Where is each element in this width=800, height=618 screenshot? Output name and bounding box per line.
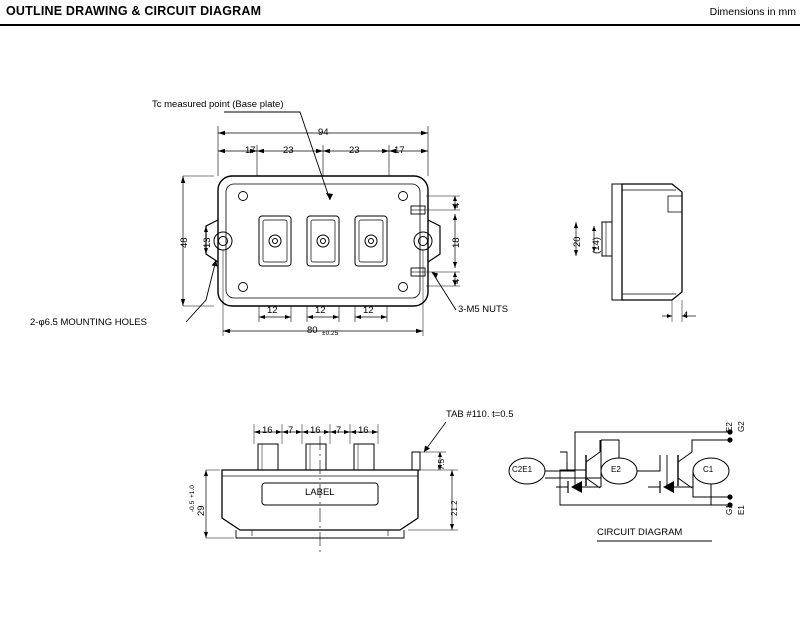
- dim-14-label: (14): [591, 237, 602, 254]
- page-title: OUTLINE DRAWING & CIRCUIT DIAGRAM: [6, 4, 262, 18]
- circuit-diagram-caption: CIRCUIT DIAGRAM: [597, 527, 683, 538]
- dim-12-mid-label: 12: [315, 305, 326, 316]
- dim-48-label: 48: [179, 237, 190, 248]
- dim-12-right-label: 12: [363, 305, 374, 316]
- dim-7-5-label: 7.5: [437, 458, 446, 470]
- dim-16-right-label: 16: [358, 425, 369, 436]
- dim-23-left-label: 23: [283, 145, 294, 156]
- pin-e1-label: E1: [737, 505, 746, 515]
- dim-7-right-label: 7: [336, 425, 342, 436]
- dim-21-2-label: 21.2: [450, 500, 459, 516]
- dim-7-left-label: 7: [288, 425, 294, 436]
- dim-23-right-label: 23: [349, 145, 360, 156]
- pin-e2-label: E2: [725, 422, 734, 432]
- dim-20-label: 20: [572, 236, 583, 247]
- dim-17-right-label: 17: [394, 145, 405, 156]
- dim-94-label: 94: [318, 127, 329, 138]
- label-window-text: LABEL: [305, 487, 335, 498]
- dim-4-side-label: 4: [683, 310, 689, 321]
- dim-80-tolerance-label: ±0.25: [322, 330, 339, 337]
- terminal-c2e1-label: C2E1: [512, 465, 533, 474]
- dim-12-left-label: 12: [267, 305, 278, 316]
- pin-g2-label: G2: [737, 421, 746, 432]
- tab-terminal-label: TAB #110. t=0.5: [446, 409, 514, 420]
- dim-29-tol-dn-label: -0.5: [189, 500, 196, 512]
- m5-nuts-label: 3-M5 NUTS: [458, 304, 509, 315]
- dim-29-tol-up-label: +1.0: [189, 485, 196, 498]
- dim-16-mid-label: 16: [310, 425, 321, 436]
- dim-4-top-label: 4: [451, 202, 462, 208]
- dim-13-label: 13: [202, 237, 213, 248]
- dim-16-left-label: 16: [262, 425, 273, 436]
- units-note: Dimensions in mm: [709, 6, 796, 18]
- mounting-holes-label: 2-φ6.5 MOUNTING HOLES: [30, 317, 148, 328]
- dim-29-label: 29: [196, 505, 207, 516]
- dim-17-left-label: 17: [245, 145, 256, 156]
- terminal-e2-label: E2: [611, 465, 621, 474]
- dim-80-label: 80: [307, 325, 318, 336]
- tc-measured-point-label: Tc measured point (Base plate): [152, 99, 284, 110]
- terminal-c1-label: C1: [703, 465, 714, 474]
- dim-18-label: 18: [451, 237, 462, 248]
- pin-g1-label: G1: [725, 504, 734, 515]
- dim-4-bottom-label: 4: [451, 278, 462, 284]
